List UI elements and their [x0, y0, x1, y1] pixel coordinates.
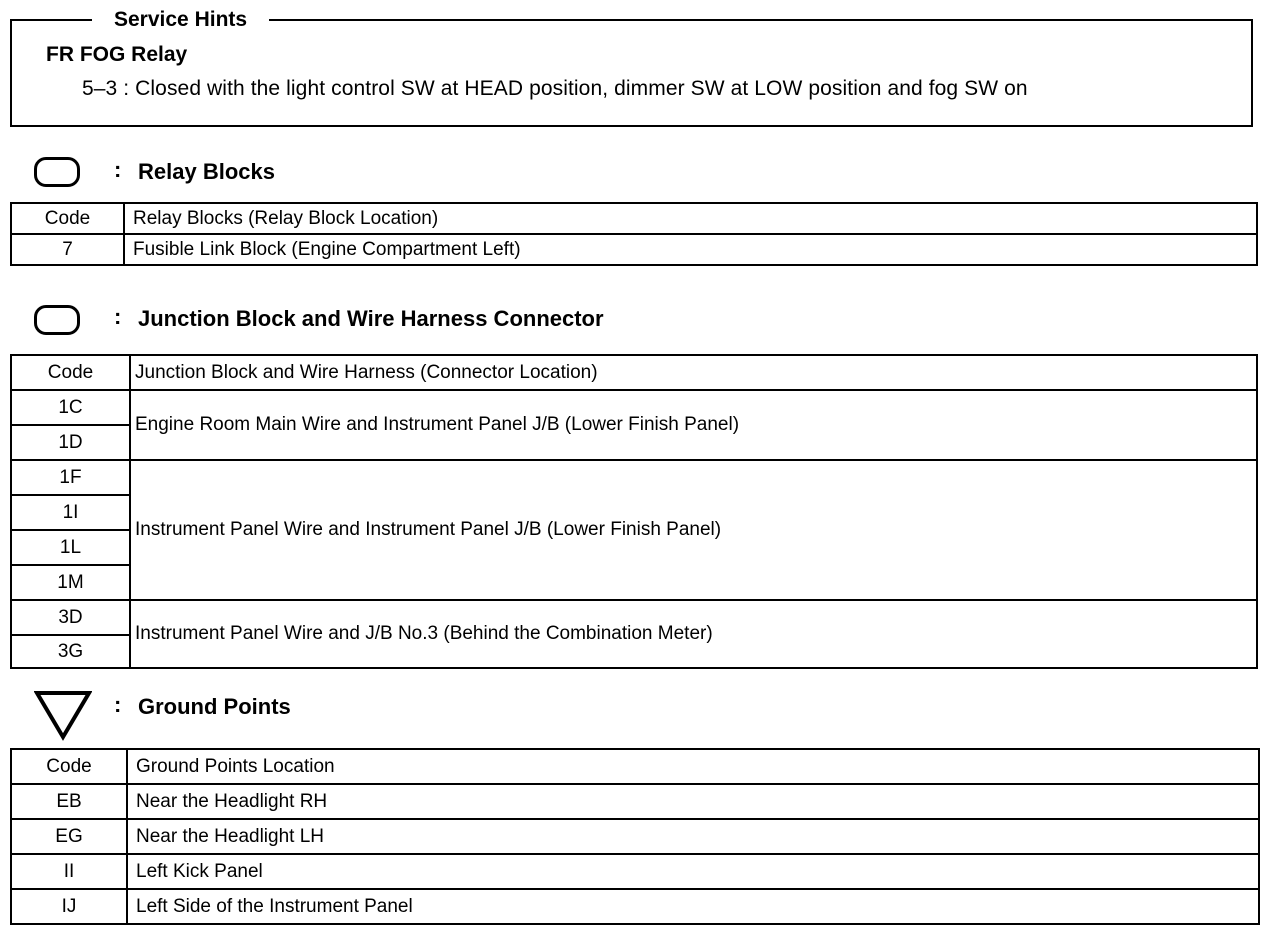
table-header-row — [11, 749, 1259, 784]
cell-location: Near the Headlight RH — [127, 784, 1259, 819]
cell-location: Instrument Panel Wire and J/B No.3 (Behind the Combination Meter) — [130, 600, 1257, 668]
cell-code: 1M — [11, 565, 130, 600]
table-row — [11, 234, 1257, 265]
relay-blocks-table — [10, 202, 1258, 266]
column-header-location: Ground Points Location — [127, 749, 1259, 784]
table-header-row — [11, 355, 1257, 390]
cell-code: 3D — [11, 600, 130, 635]
column-header-code: Code — [11, 355, 130, 390]
service-hints-title: FR FOG Relay — [46, 43, 188, 66]
rounded-rectangle-icon — [34, 157, 80, 187]
column-header-location: Relay Blocks (Relay Block Location) — [124, 203, 1257, 234]
junction-blocks-heading: Junction Block and Wire Harness Connector — [138, 306, 604, 331]
ground-points-colon: : — [114, 692, 122, 717]
cell-code: 1F — [11, 460, 130, 495]
ground-points-heading: Ground Points — [138, 694, 291, 719]
relay-blocks-heading: Relay Blocks — [138, 159, 275, 184]
column-header-location: Junction Block and Wire Harness (Connector Location) — [130, 355, 1257, 390]
cell-location: Near the Headlight LH — [127, 819, 1259, 854]
relay-blocks-colon: : — [114, 157, 122, 182]
table-row — [11, 784, 1259, 819]
table-row — [11, 600, 1257, 635]
junction-blocks-table — [10, 354, 1258, 669]
table-row — [11, 819, 1259, 854]
cell-code: II — [11, 854, 127, 889]
cell-code: 1L — [11, 530, 130, 565]
service-hints-line: 5–3 : Closed with the light control SW at HEAD position, dimmer SW at LOW position and fog SW on — [82, 77, 1028, 100]
column-header-code: Code — [11, 203, 124, 234]
table-row — [11, 854, 1259, 889]
cell-code: EB — [11, 784, 127, 819]
cell-code: 3G — [11, 635, 130, 668]
cell-code: 7 — [11, 234, 124, 265]
ground-points-table — [10, 748, 1260, 925]
table-row — [11, 390, 1257, 425]
cell-code: EG — [11, 819, 127, 854]
cell-code: 1I — [11, 495, 130, 530]
cell-location: Left Kick Panel — [127, 854, 1259, 889]
service-hints-legend: Service Hints — [92, 7, 269, 33]
table-row — [11, 460, 1257, 495]
rounded-rectangle-icon — [34, 305, 80, 335]
table-header-row — [11, 203, 1257, 234]
cell-location: Instrument Panel Wire and Instrument Panel J/B (Lower Finish Panel) — [130, 460, 1257, 600]
table-row — [11, 889, 1259, 924]
cell-code: 1D — [11, 425, 130, 460]
cell-location: Engine Room Main Wire and Instrument Panel J/B (Lower Finish Panel) — [130, 390, 1257, 460]
inverted-triangle-icon — [34, 690, 92, 742]
junction-blocks-colon: : — [114, 304, 122, 329]
cell-location: Left Side of the Instrument Panel — [127, 889, 1259, 924]
service-hints-box — [10, 8, 1253, 127]
cell-location: Fusible Link Block (Engine Compartment Left) — [124, 234, 1257, 265]
cell-code: IJ — [11, 889, 127, 924]
cell-code: 1C — [11, 390, 130, 425]
column-header-code: Code — [11, 749, 127, 784]
